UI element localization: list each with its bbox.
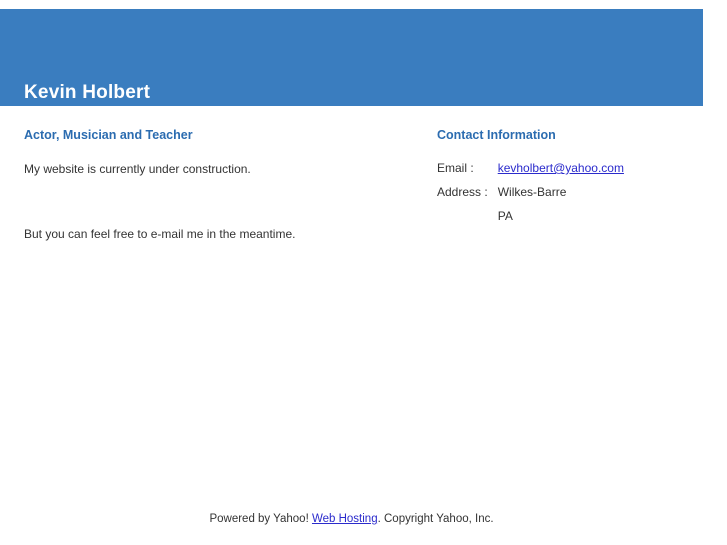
- contact-value-address-line1: Wilkes-Barre: [497, 185, 567, 199]
- table-row: [437, 185, 624, 209]
- contact-value-email: [498, 161, 624, 185]
- footer: [0, 513, 703, 525]
- contact-table: [437, 161, 624, 233]
- contact-value-address-line2: PA: [497, 209, 513, 223]
- contact-label-address: Address :: [437, 185, 488, 199]
- web-hosting-link[interactable]: Web Hosting: [311, 513, 378, 525]
- header-banner: [0, 9, 703, 106]
- contact-label-empty: [437, 209, 498, 233]
- contact-section-heading: Contact Information: [437, 128, 556, 142]
- page-title: Kevin Holbert: [24, 82, 151, 103]
- footer-suffix-text: . Copyright Yahoo, Inc.: [377, 513, 494, 525]
- left-section-heading: Actor, Musician and Teacher: [24, 128, 193, 142]
- left-column: [24, 106, 424, 242]
- contact-label-email: Email :: [437, 161, 474, 175]
- table-row: [437, 209, 624, 233]
- intro-paragraph: My website is currently under construction.: [24, 162, 251, 176]
- email-invite-paragraph: But you can feel free to e-mail me in the meantime.: [24, 227, 296, 242]
- table-row: [437, 161, 624, 185]
- right-column: [437, 106, 687, 233]
- email-link[interactable]: kevholbert@yahoo.com: [497, 161, 624, 175]
- footer-prefix-text: Powered by Yahoo!: [209, 513, 309, 525]
